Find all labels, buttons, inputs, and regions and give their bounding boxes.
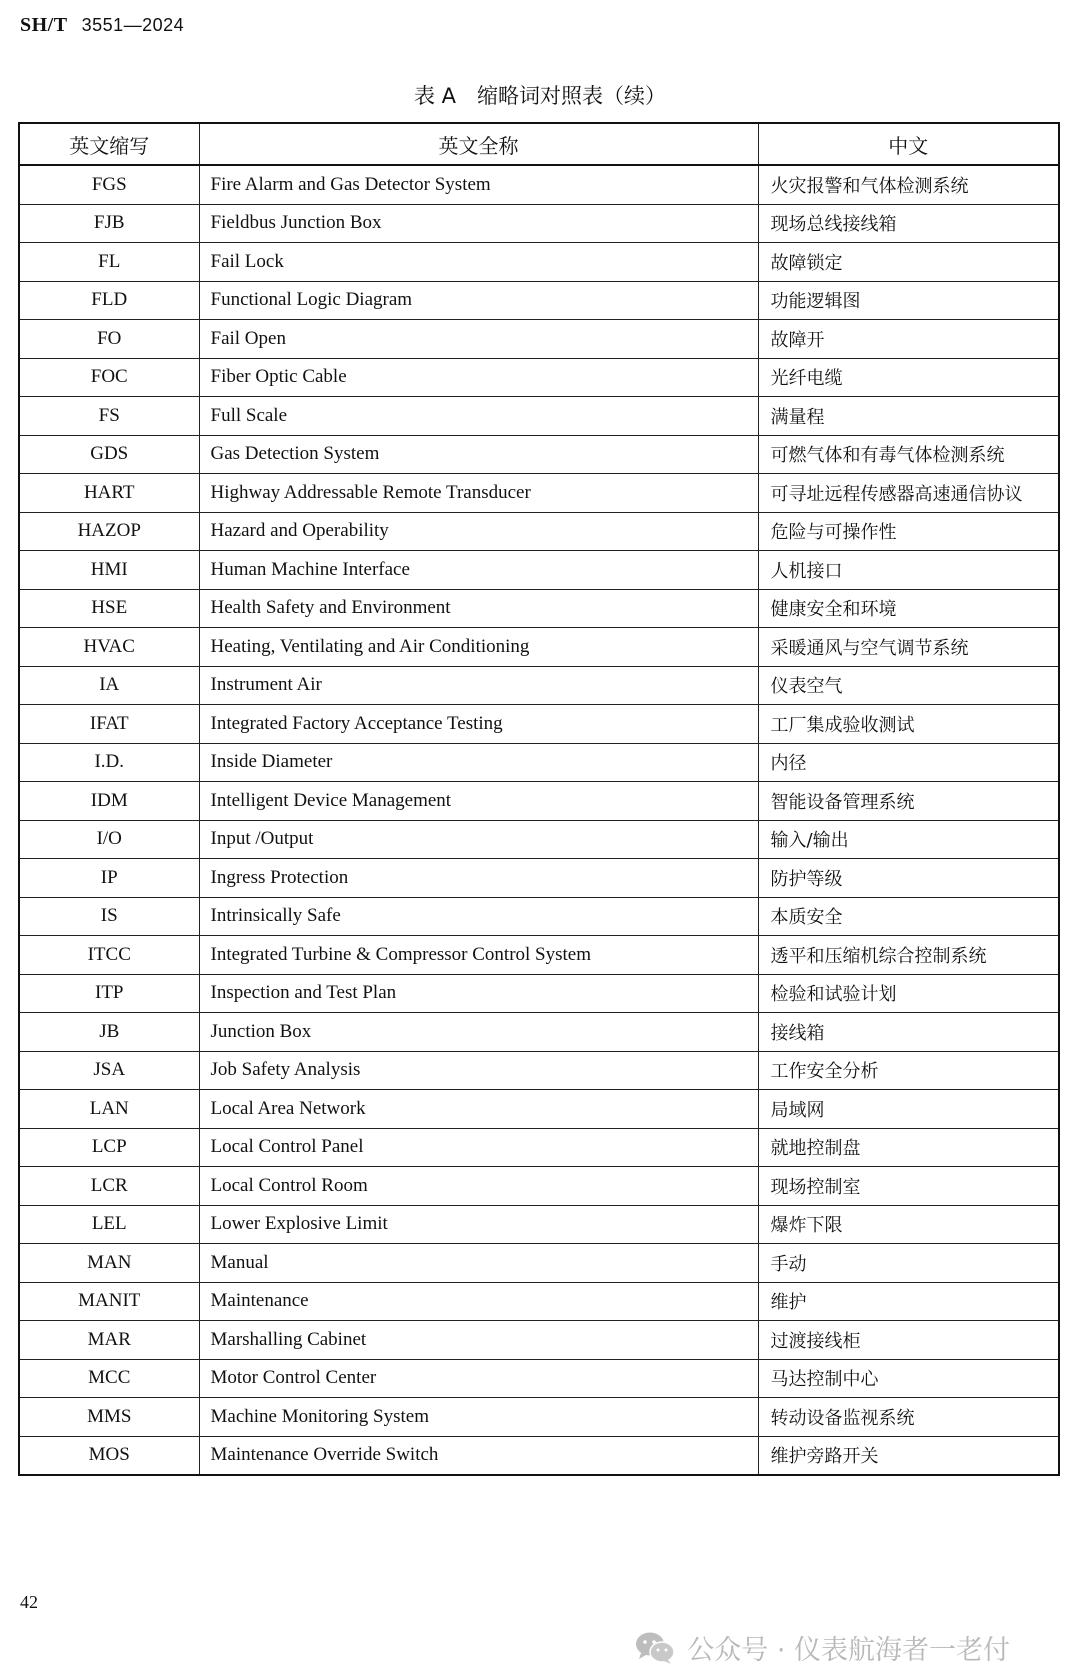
table-row	[19, 1359, 1059, 1398]
chinese-name-cell: 仪表空气	[758, 666, 1059, 705]
table-row	[19, 820, 1059, 859]
chinese-name-cell: 输入/输出	[758, 820, 1059, 859]
abbreviation-cell: FS	[19, 397, 199, 436]
full-name-cell: Manual	[199, 1244, 758, 1283]
chinese-name-cell: 功能逻辑图	[758, 281, 1059, 320]
abbreviation-cell: ITP	[19, 974, 199, 1013]
full-name-cell: Junction Box	[199, 1013, 758, 1052]
full-name-cell: Marshalling Cabinet	[199, 1321, 758, 1360]
table-row	[19, 974, 1059, 1013]
abbreviation-cell: HAZOP	[19, 512, 199, 551]
table-row	[19, 204, 1059, 243]
abbreviation-cell: IFAT	[19, 705, 199, 744]
chinese-name-cell: 采暖通风与空气调节系统	[758, 628, 1059, 667]
full-name-cell: Local Control Room	[199, 1167, 758, 1206]
full-name-cell: Maintenance	[199, 1282, 758, 1321]
abbreviation-cell: FGS	[19, 165, 199, 204]
abbreviation-cell: FO	[19, 320, 199, 359]
table-row	[19, 859, 1059, 898]
full-name-cell: Full Scale	[199, 397, 758, 436]
chinese-name-cell: 转动设备监视系统	[758, 1398, 1059, 1437]
chinese-name-cell: 智能设备管理系统	[758, 782, 1059, 821]
full-name-cell: Fail Open	[199, 320, 758, 359]
chinese-name-cell: 接线箱	[758, 1013, 1059, 1052]
table-title: 表 A 缩略词对照表（续）	[413, 84, 667, 108]
full-name-cell: Integrated Factory Acceptance Testing	[199, 705, 758, 744]
abbreviation-cell: GDS	[19, 435, 199, 474]
chinese-name-cell: 工厂集成验收测试	[758, 705, 1059, 744]
document-header	[20, 14, 184, 37]
full-name-cell: Lower Explosive Limit	[199, 1205, 758, 1244]
chinese-name-cell: 透平和压缩机综合控制系统	[758, 936, 1059, 975]
table-row	[19, 1090, 1059, 1129]
abbreviation-cell: FOC	[19, 358, 199, 397]
abbreviation-cell: LCR	[19, 1167, 199, 1206]
full-name-cell: Fire Alarm and Gas Detector System	[199, 165, 758, 204]
chinese-name-cell: 可燃气体和有毒气体检测系统	[758, 435, 1059, 474]
abbreviation-cell: IDM	[19, 782, 199, 821]
full-name-cell: Fieldbus Junction Box	[199, 204, 758, 243]
page-number: 42	[20, 1592, 38, 1612]
abbreviation-cell: HART	[19, 474, 199, 513]
chinese-name-cell: 故障开	[758, 320, 1059, 359]
abbreviation-cell: HMI	[19, 551, 199, 590]
table-body	[19, 165, 1059, 1475]
abbreviation-cell: FJB	[19, 204, 199, 243]
abbreviation-cell: JSA	[19, 1051, 199, 1090]
full-name-cell: Maintenance Override Switch	[199, 1436, 758, 1475]
full-name-cell: Input /Output	[199, 820, 758, 859]
chinese-name-cell: 爆炸下限	[758, 1205, 1059, 1244]
full-name-cell: Heating, Ventilating and Air Conditioning	[199, 628, 758, 667]
full-name-cell: Instrument Air	[199, 666, 758, 705]
table-row	[19, 782, 1059, 821]
chinese-name-cell: 马达控制中心	[758, 1359, 1059, 1398]
standard-prefix: SH/T	[20, 14, 68, 36]
chinese-name-cell: 维护旁路开关	[758, 1436, 1059, 1475]
table-row	[19, 1051, 1059, 1090]
table-row	[19, 1167, 1059, 1206]
table-row	[19, 589, 1059, 628]
table-row	[19, 936, 1059, 975]
table-row	[19, 897, 1059, 936]
abbreviation-cell: MAN	[19, 1244, 199, 1283]
table-row	[19, 435, 1059, 474]
chinese-name-cell: 防护等级	[758, 859, 1059, 898]
table-row	[19, 474, 1059, 513]
abbreviation-table	[18, 122, 1060, 1476]
abbreviation-cell: MMS	[19, 1398, 199, 1437]
chinese-name-cell: 就地控制盘	[758, 1128, 1059, 1167]
chinese-name-cell: 局域网	[758, 1090, 1059, 1129]
standard-number: 3551—2024	[81, 15, 185, 35]
table-row	[19, 320, 1059, 359]
abbreviation-cell: HSE	[19, 589, 199, 628]
abbreviation-cell: HVAC	[19, 628, 199, 667]
table-row	[19, 1244, 1059, 1283]
full-name-cell: Motor Control Center	[199, 1359, 758, 1398]
chinese-name-cell: 维护	[758, 1282, 1059, 1321]
full-name-cell: Intelligent Device Management	[199, 782, 758, 821]
abbreviation-cell: IP	[19, 859, 199, 898]
full-name-cell: Job Safety Analysis	[199, 1051, 758, 1090]
table-row	[19, 1398, 1059, 1437]
table-row	[19, 1436, 1059, 1475]
table-row	[19, 551, 1059, 590]
full-name-cell: Highway Addressable Remote Transducer	[199, 474, 758, 513]
full-name-cell: Hazard and Operability	[199, 512, 758, 551]
table-row	[19, 1321, 1059, 1360]
column-header-abbr: 英文缩写	[19, 123, 199, 165]
table-row	[19, 512, 1059, 551]
full-name-cell: Functional Logic Diagram	[199, 281, 758, 320]
chinese-name-cell: 现场总线接线箱	[758, 204, 1059, 243]
abbreviation-cell: LCP	[19, 1128, 199, 1167]
table-row	[19, 358, 1059, 397]
chinese-name-cell: 过渡接线柜	[758, 1321, 1059, 1360]
full-name-cell: Intrinsically Safe	[199, 897, 758, 936]
full-name-cell: Fail Lock	[199, 243, 758, 282]
full-name-cell: Human Machine Interface	[199, 551, 758, 590]
column-header-zh: 中文	[758, 123, 1059, 165]
column-header-full: 英文全称	[199, 123, 758, 165]
chinese-name-cell: 检验和试验计划	[758, 974, 1059, 1013]
abbreviation-cell: MANIT	[19, 1282, 199, 1321]
full-name-cell: Local Control Panel	[199, 1128, 758, 1167]
abbreviation-cell: MCC	[19, 1359, 199, 1398]
abbreviation-cell: MAR	[19, 1321, 199, 1360]
table-row	[19, 397, 1059, 436]
table-row	[19, 666, 1059, 705]
chinese-name-cell: 内径	[758, 743, 1059, 782]
abbreviation-cell: I.D.	[19, 743, 199, 782]
watermark	[635, 1628, 1010, 1667]
full-name-cell: Gas Detection System	[199, 435, 758, 474]
full-name-cell: Fiber Optic Cable	[199, 358, 758, 397]
chinese-name-cell: 本质安全	[758, 897, 1059, 936]
chinese-name-cell: 工作安全分析	[758, 1051, 1059, 1090]
chinese-name-cell: 手动	[758, 1244, 1059, 1283]
chinese-name-cell: 可寻址远程传感器高速通信协议	[758, 474, 1059, 513]
abbreviation-cell: ITCC	[19, 936, 199, 975]
full-name-cell: Machine Monitoring System	[199, 1398, 758, 1437]
chinese-name-cell: 人机接口	[758, 551, 1059, 590]
chinese-name-cell: 健康安全和环境	[758, 589, 1059, 628]
abbreviation-cell: FL	[19, 243, 199, 282]
watermark-text: 公众号 · 仪表航海者一老付	[687, 1635, 1010, 1666]
full-name-cell: Integrated Turbine & Compressor Control System	[199, 936, 758, 975]
chinese-name-cell: 火灾报警和气体检测系统	[758, 165, 1059, 204]
abbreviation-cell: I/O	[19, 820, 199, 859]
full-name-cell: Inside Diameter	[199, 743, 758, 782]
table-row	[19, 243, 1059, 282]
abbreviation-cell: LAN	[19, 1090, 199, 1129]
abbreviation-cell: JB	[19, 1013, 199, 1052]
chinese-name-cell: 现场控制室	[758, 1167, 1059, 1206]
table-row	[19, 281, 1059, 320]
table-row	[19, 743, 1059, 782]
table-row	[19, 1128, 1059, 1167]
abbreviation-cell: IS	[19, 897, 199, 936]
table-row	[19, 705, 1059, 744]
table-row	[19, 628, 1059, 667]
chinese-name-cell: 满量程	[758, 397, 1059, 436]
abbreviation-cell: MOS	[19, 1436, 199, 1475]
abbreviation-cell: FLD	[19, 281, 199, 320]
abbreviation-cell: IA	[19, 666, 199, 705]
table-row	[19, 165, 1059, 204]
chinese-name-cell: 故障锁定	[758, 243, 1059, 282]
table-row	[19, 1282, 1059, 1321]
table-header-row	[19, 123, 1059, 165]
chinese-name-cell: 危险与可操作性	[758, 512, 1059, 551]
full-name-cell: Ingress Protection	[199, 859, 758, 898]
chinese-name-cell: 光纤电缆	[758, 358, 1059, 397]
table-row	[19, 1205, 1059, 1244]
full-name-cell: Health Safety and Environment	[199, 589, 758, 628]
full-name-cell: Local Area Network	[199, 1090, 758, 1129]
abbreviation-cell: LEL	[19, 1205, 199, 1244]
full-name-cell: Inspection and Test Plan	[199, 974, 758, 1013]
table-row	[19, 1013, 1059, 1052]
wechat-icon	[635, 1631, 675, 1665]
